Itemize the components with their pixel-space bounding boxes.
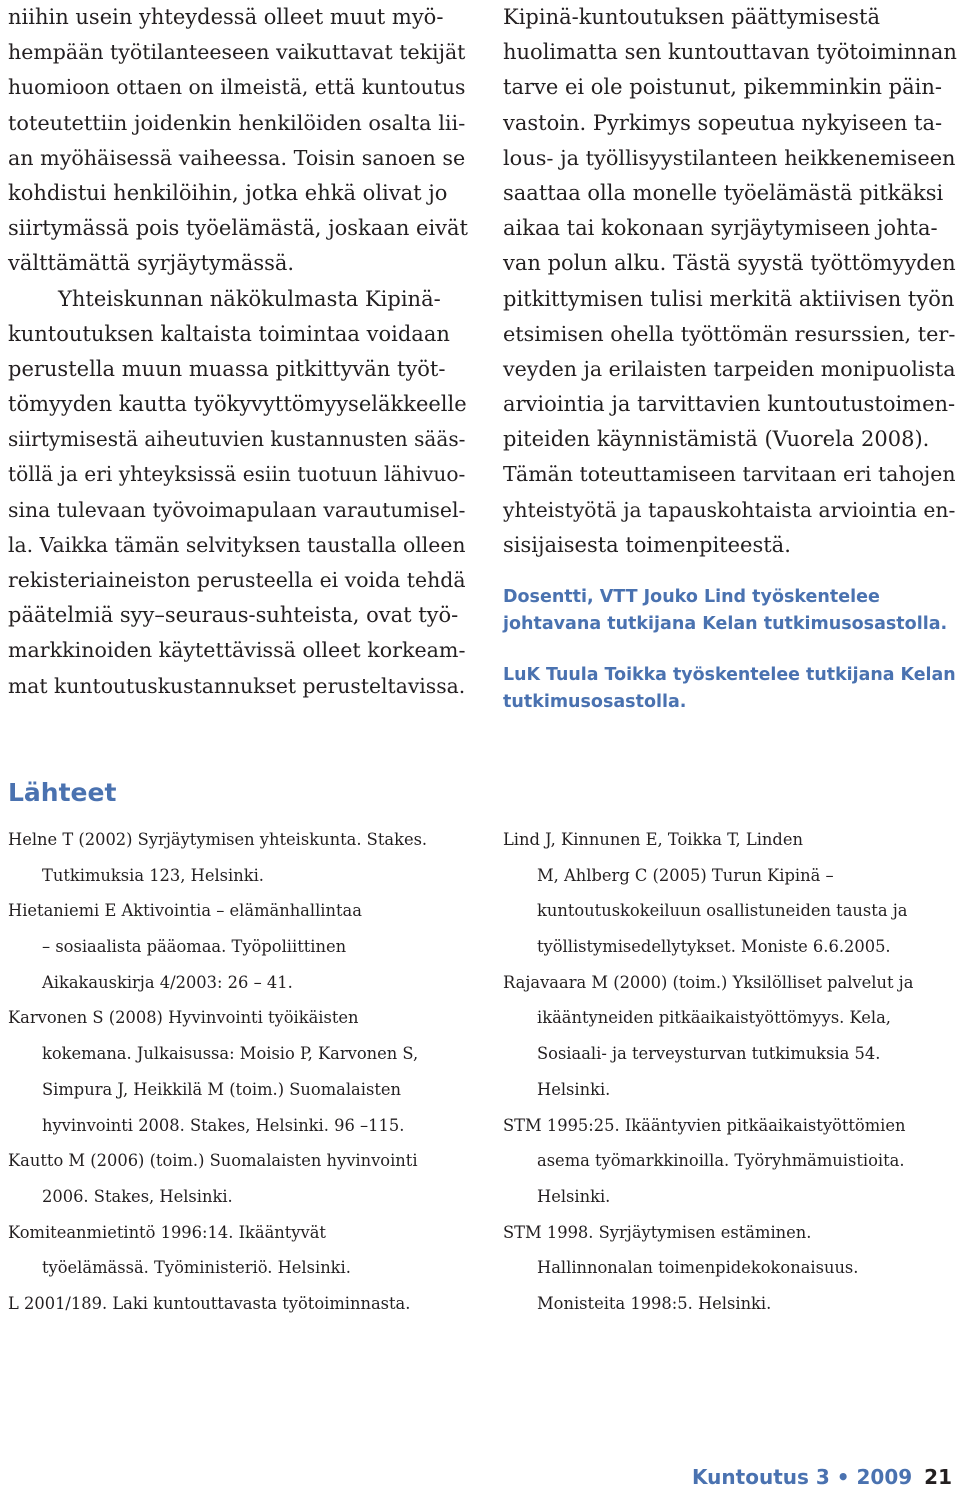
body-text-line: Yhteiskunnan näkökulmasta Kipinä- (58, 286, 441, 311)
body-text-line: töllä ja eri yhteyksissä esiin tuotuun lähivuo- (8, 462, 466, 487)
publication-name: Kuntoutus 3 • 2009 (692, 1465, 913, 1489)
references-right-column (503, 822, 958, 1322)
reference-line: asema työmarkkinoilla. Työryhmämuistioita. (537, 1151, 905, 1171)
reference-line: kuntoutuskokeiluun osallistuneiden tausta ja (537, 901, 908, 921)
reference-line: STM 1995:25. Ikääntyvien pitkäaikaistyöttömien (503, 1115, 906, 1135)
body-text-line: hempään työtilanteeseen vaikuttavat tekijät (8, 40, 466, 65)
body-text-line: arviointia ja tarvittavien kuntoutustoimen- (503, 392, 956, 417)
reference-line: Komiteanmietintö 1996:14. Ikääntyvät (8, 1222, 326, 1242)
body-text-line: sina tulevaan työvoimapulaan varautumisel- (8, 497, 466, 522)
author-bio-line: LuK Tuula Toikka työskentelee tutkijana Kelan (503, 665, 956, 685)
reference-line: – sosiaalista pääomaa. Työpoliittinen (42, 937, 347, 957)
body-text-line: yhteistyötä ja tapauskohtaista arviointia en- (503, 497, 956, 522)
reference-line: kokemana. Julkaisussa: Moisio P, Karvonen S, (42, 1044, 419, 1064)
reference-entry (503, 1215, 958, 1322)
page-number: 21 (924, 1465, 952, 1489)
body-text-line: kohdistui henkilöihin, jotka ehkä olivat jo (8, 180, 448, 205)
body-text-line: pitkittymisen tulisi merkitä aktiivisen työn (503, 286, 955, 311)
reference-line: Helne T (2002) Syrjäytymisen yhteiskunta. Stakes. (8, 830, 428, 849)
author-bio (503, 584, 958, 638)
body-text-line: siirtymässä pois työelämästä, joskaan eivät (8, 216, 468, 241)
body-text-line: lous- ja työllisyystilanteen heikkenemiseen (503, 145, 956, 170)
references-left-column (8, 822, 478, 1322)
author-bio-line: johtavana tutkijana Kelan tutkimusosastolla. (503, 614, 948, 634)
body-text-line: la. Vaikka tämän selvityksen taustalla olleen (8, 532, 466, 557)
reference-entry (503, 1108, 958, 1215)
body-text-line: van polun alku. Tästä syystä työttömyyden (503, 251, 956, 276)
author-bio-line: tutkimusosastolla. (503, 692, 687, 712)
reference-line: Sosiaali- ja terveysturvan tutkimuksia 54. (537, 1044, 881, 1064)
body-text-line: an myöhäisessä vaiheessa. Toisin sanoen se (8, 145, 466, 170)
body-text-line: tarve ei ole poistunut, pikemminkin päin- (503, 75, 942, 100)
reference-line: Tutkimuksia 123, Helsinki. (42, 865, 264, 885)
body-text-line: saattaa olla monelle työelämästä pitkäksi (503, 180, 944, 205)
left-text-column (8, 0, 468, 704)
body-text-line: vastoin. Pyrkimys sopeutua nykyiseen ta- (503, 110, 943, 135)
author-bio-line: Dosentti, VTT Jouko Lind työskentelee (503, 587, 880, 607)
reference-line: ikääntyneiden pitkäaikaistyöttömyys. Kela, (537, 1008, 891, 1028)
reference-entry (8, 1215, 478, 1286)
author-bio (503, 662, 958, 716)
reference-line: Rajavaara M (2000) (toim.) Yksilölliset palvelut ja (503, 972, 914, 992)
body-text-line: etsimisen ohella työttömän resurssien, ter- (503, 321, 956, 346)
reference-entry (8, 822, 478, 893)
body-paragraph (503, 0, 958, 563)
reference-entry (503, 965, 958, 1108)
reference-line: hyvinvointi 2008. Stakes, Helsinki. 96 –115. (42, 1115, 405, 1135)
reference-entry (8, 1143, 478, 1214)
body-text-line: Tämän toteuttamiseen tarvitaan eri tahojen (503, 462, 956, 487)
reference-line: Simpura J, Heikkilä M (toim.) Suomalaisten (42, 1079, 401, 1099)
body-text-line: välttämättä syrjäytymässä. (8, 251, 295, 276)
body-text-line: toteutettiin joidenkin henkilöiden osalta lii- (8, 110, 466, 135)
body-text-line: päätelmiä syy–seuraus-suhteista, ovat työ- (8, 603, 459, 628)
reference-line: STM 1998. Syrjäytymisen estäminen. (503, 1222, 812, 1242)
body-text-line: rekisteriaineiston perusteella ei voida tehdä (8, 568, 466, 592)
body-text-line: veyden ja erilaisten tarpeiden monipuolista (503, 356, 956, 381)
body-text-line: kuntoutuksen kaltaista toimintaa voidaan (8, 321, 450, 346)
reference-line: Helsinki. (537, 1186, 611, 1206)
body-text-line: Kipinä-kuntoutuksen päättymisestä (503, 5, 880, 29)
reference-entry (503, 822, 958, 965)
reference-line: L 2001/189. Laki kuntouttavasta työtoiminnasta. (8, 1293, 411, 1313)
body-text-line: siirtymisestä aiheutuvien kustannusten sääs- (8, 427, 466, 452)
reference-line: Kautto M (2006) (toim.) Suomalaisten hyvinvointi (8, 1151, 418, 1171)
reference-line: Monisteita 1998:5. Helsinki. (537, 1293, 772, 1313)
reference-line: työllistymisedellytykset. Moniste 6.6.2005. (537, 937, 891, 957)
reference-line: Karvonen S (2008) Hyvinvointi työikäisten (8, 1008, 359, 1028)
reference-entry (8, 893, 478, 1000)
reference-line: Hallinnonalan toimenpidekokonaisuus. (537, 1258, 859, 1278)
reference-entry (8, 1286, 478, 1322)
right-text-column (503, 0, 958, 716)
body-text-line: huomioon ottaen on ilmeistä, että kuntoutus (8, 75, 466, 100)
body-text-line: huolimatta sen kuntouttavan työtoiminnan (503, 40, 957, 65)
reference-line: työelämässä. Työministeriö. Helsinki. (42, 1258, 351, 1278)
reference-line: Hietaniemi E Aktivointia – elämänhallintaa (8, 901, 362, 921)
body-text-line: markkinoiden käytettävissä olleet korkeam- (8, 638, 466, 663)
reference-line: Helsinki. (537, 1079, 611, 1099)
page-footer (692, 1463, 952, 1491)
reference-line: Lind J, Kinnunen E, Toikka T, Linden (503, 830, 803, 849)
body-text-line: piteiden käynnistämistä (Vuorela 2008). (503, 427, 930, 452)
reference-entry (8, 1000, 478, 1143)
body-text-line: aikaa tai kokonaan syrjäytymiseen johta- (503, 216, 938, 241)
body-paragraph (8, 0, 468, 282)
reference-line: Aikakauskirja 4/2003: 26 – 41. (42, 972, 293, 992)
body-text-line: mat kuntoutuskustannukset perusteltavissa. (8, 673, 466, 698)
body-paragraph (8, 282, 468, 704)
body-text-line: perustella muun muassa pitkittyvän työt- (8, 356, 446, 381)
body-text-line: tömyyden kautta työkyvyttömyyseläkkeelle (8, 392, 467, 417)
references-heading: Lähteet (8, 778, 117, 807)
reference-line: M, Ahlberg C (2005) Turun Kipinä – (537, 865, 834, 885)
body-text-line: niihin usein yhteydessä olleet muut myö- (8, 5, 444, 29)
reference-line: 2006. Stakes, Helsinki. (42, 1186, 233, 1206)
body-text-line: sisijaisesta toimenpiteestä. (503, 532, 791, 557)
